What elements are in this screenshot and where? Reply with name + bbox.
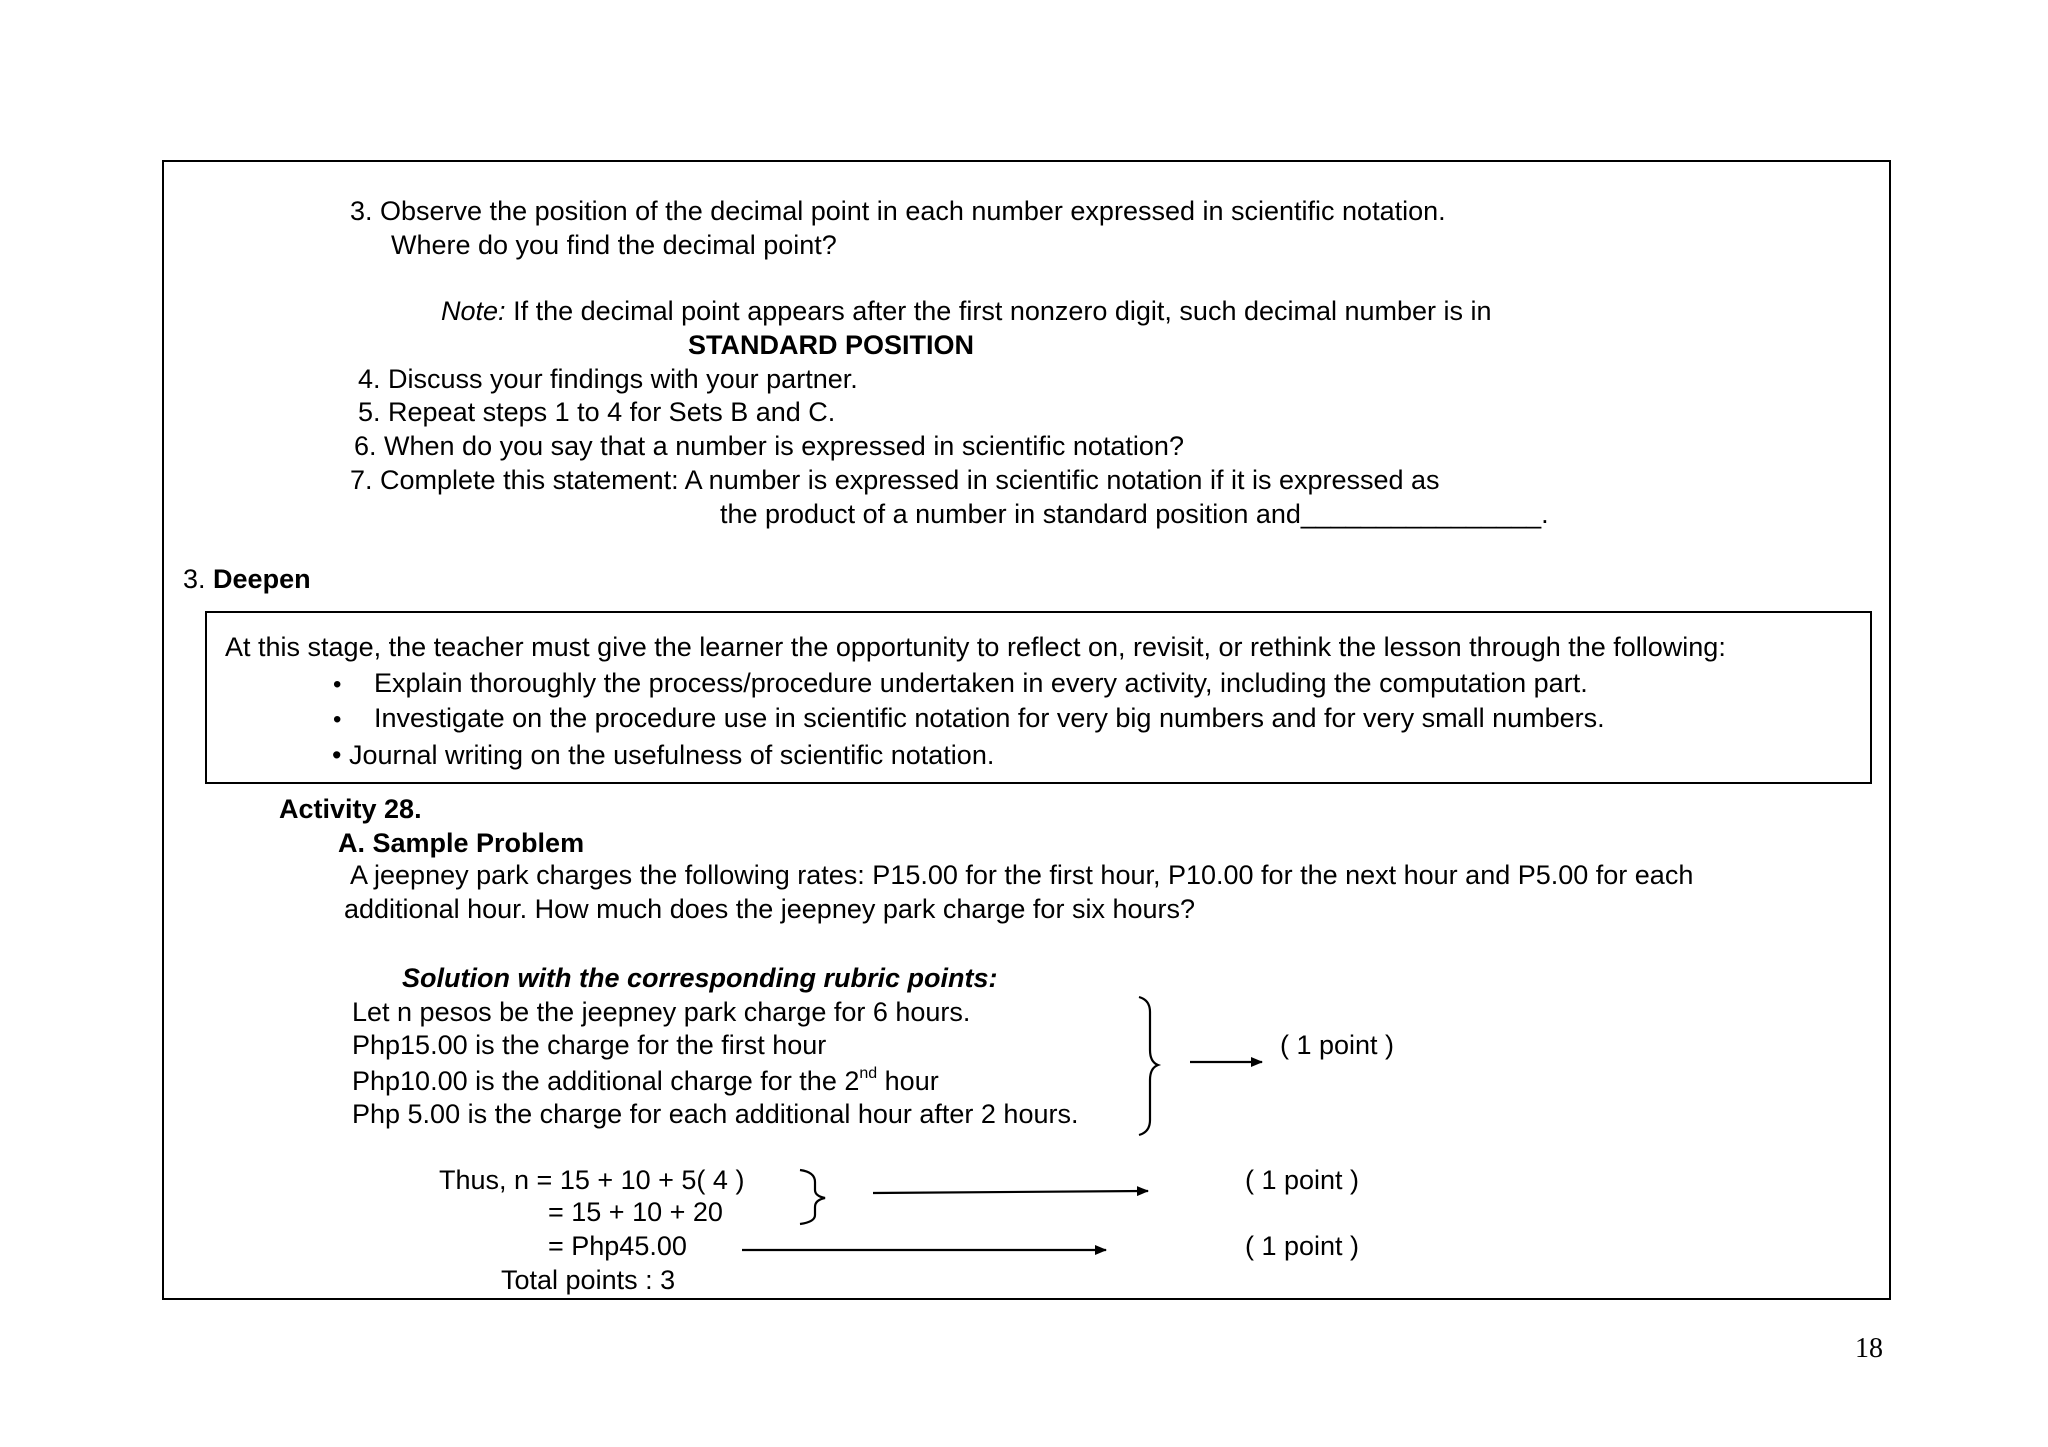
problem-line-1: A jeepney park charges the following rates: P15.00 for the first hour, P10.00 for the next hour and P5.00 for each: [350, 860, 1694, 890]
ordinal-suffix: nd: [859, 1065, 878, 1082]
bullet-3-symbol: •: [332, 740, 342, 770]
activity-title: Activity 28.: [279, 794, 422, 824]
note: [441, 298, 1492, 325]
point-label-1: ( 1 point ): [1280, 1030, 1395, 1060]
step-7-line-1: 7. Complete this statement: A number is expressed in scientific notation if it is expressed as: [350, 465, 1440, 495]
page-number: 18: [1855, 1333, 1883, 1364]
deepen-bullet-3: [332, 742, 994, 769]
given-line-3-tail: hour: [877, 1066, 939, 1096]
problem-line-2: additional hour. How much does the jeepney park charge for six hours?: [344, 894, 1196, 924]
deepen-number: 3.: [183, 564, 206, 594]
step-5: 5. Repeat steps 1 to 4 for Sets B and C.: [358, 397, 836, 427]
step-3-line-1: 3. Observe the position of the decimal point in each number expressed in scientific notation.: [350, 196, 1446, 226]
total-points: Total points : 3: [501, 1265, 676, 1295]
solution-heading: Solution with the corresponding rubric points:: [402, 963, 998, 993]
step-4: 4. Discuss your findings with your partner.: [358, 364, 858, 394]
standard-position-emphasis: STANDARD POSITION: [688, 330, 975, 360]
bullet-1-symbol: •: [333, 671, 342, 698]
deepen-bullet-1: Explain thoroughly the process/procedure undertaken in every activity, including the computation part.: [374, 668, 1588, 698]
calc-line-1: Thus, n = 15 + 10 + 5( 4 ): [439, 1165, 745, 1195]
point-label-2: ( 1 point ): [1245, 1165, 1360, 1195]
step-7-line-2: the product of a number in standard position and________________.: [720, 499, 1549, 529]
note-label: Note:: [441, 296, 506, 326]
calc-line-2: = 15 + 10 + 20: [548, 1197, 723, 1227]
step-6: 6. When do you say that a number is expressed in scientific notation?: [354, 431, 1184, 461]
given-line-3-text: Php10.00 is the additional charge for the 2: [352, 1066, 860, 1096]
deepen-title: Deepen: [213, 564, 311, 594]
bullet-2-symbol: •: [333, 706, 342, 733]
given-line-3: [352, 1066, 939, 1095]
step-3-line-2: Where do you find the decimal point?: [391, 230, 837, 260]
given-line-1: Let n pesos be the jeepney park charge for 6 hours.: [352, 997, 971, 1027]
deepen-bullet-2: Investigate on the procedure use in scientific notation for very big numbers and for very small numbers.: [374, 703, 1605, 733]
given-line-4: Php 5.00 is the charge for each additional hour after 2 hours.: [352, 1099, 1079, 1129]
deepen-bullet-3-text: Journal writing on the usefulness of scientific notation.: [348, 740, 995, 770]
calc-line-3: = Php45.00: [548, 1231, 687, 1261]
activity-subtitle: A. Sample Problem: [338, 828, 585, 858]
given-line-2: Php15.00 is the charge for the first hour: [352, 1030, 827, 1060]
note-text: If the decimal point appears after the first nonzero digit, such decimal number is in: [513, 296, 1492, 326]
deepen-intro: At this stage, the teacher must give the learner the opportunity to reflect on, revisit, or rethink the lesson through the following:: [225, 632, 1726, 662]
point-label-3: ( 1 point ): [1245, 1231, 1360, 1261]
deepen-heading: [183, 566, 311, 593]
